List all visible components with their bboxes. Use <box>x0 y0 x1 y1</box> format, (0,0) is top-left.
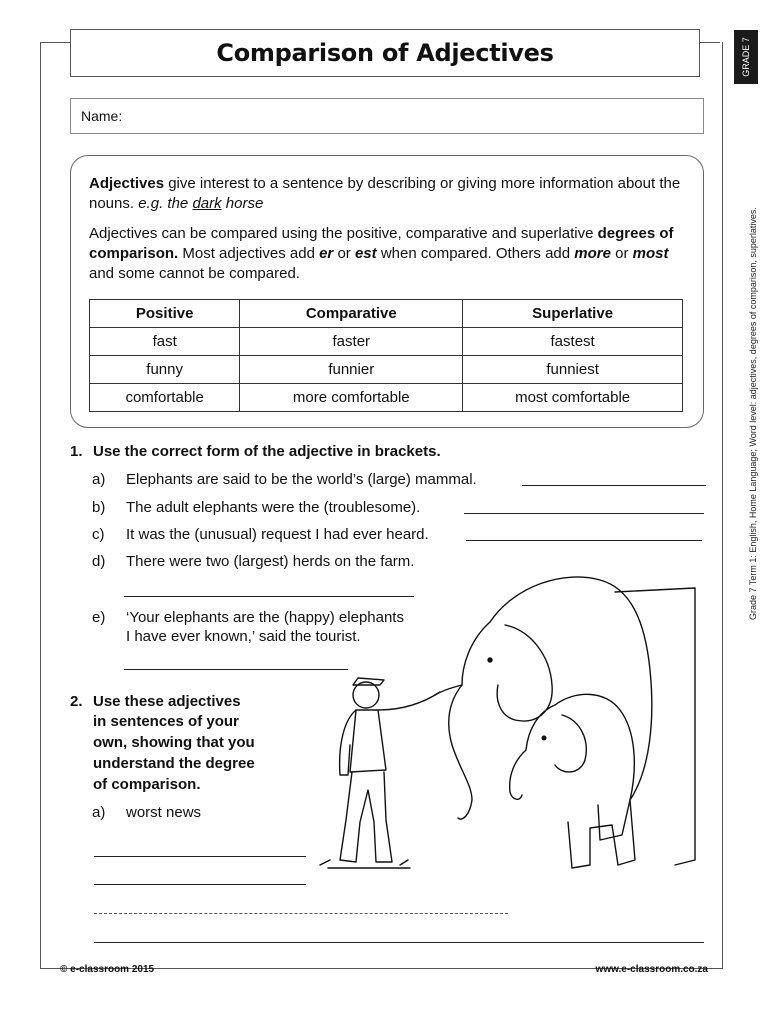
info-text: Adjectives can be compared using the positive, comparative and superlative <box>89 225 598 242</box>
item-letter: e) <box>92 609 106 626</box>
table-cell: funnier <box>240 356 463 384</box>
big-elephant-eye <box>488 658 492 662</box>
header-positive: Positive <box>90 300 240 328</box>
info-paragraph-2 <box>89 224 685 284</box>
side-caption-text: Grade 7 Term 1: English, Home Language; Word level: adjectives, degrees of comparison, superlatives. <box>748 207 758 620</box>
answer-line-2a-4[interactable] <box>94 942 704 943</box>
footer-copyright: © e-classroom 2015 <box>60 964 155 975</box>
item-text: worst news <box>126 804 202 821</box>
info-paragraph-1 <box>89 174 685 214</box>
table-cell: funny <box>90 356 240 384</box>
man-right-arm <box>378 692 440 710</box>
item-text: It was the (unusual) request I had ever heard. <box>126 526 429 543</box>
footer-url[interactable]: www.e-classroom.co.za <box>595 964 708 975</box>
example-prefix: e.g. the <box>138 195 193 212</box>
adjectives-term: Adjectives <box>89 175 165 192</box>
q2-heading-5: of comparison. <box>93 776 201 793</box>
table-header-row <box>90 300 683 328</box>
info-box <box>70 155 704 428</box>
table-cell: most comfortable <box>463 384 683 412</box>
item-text: ‘Your elephants are the (happy) elephants <box>126 609 404 626</box>
q1-heading: Use the correct form of the adjective in brackets. <box>93 443 441 460</box>
elephants-illustration <box>300 560 720 890</box>
table-cell: more comfortable <box>240 384 463 412</box>
man-legs <box>340 772 392 862</box>
answer-line-2a-2[interactable] <box>94 884 306 885</box>
name-field[interactable] <box>70 98 704 134</box>
man-cap <box>353 678 384 685</box>
item-letter: b) <box>92 499 106 516</box>
info-text: Most adjectives add <box>178 245 320 262</box>
info-text: when compared. Others add <box>376 245 575 262</box>
answer-line-c[interactable] <box>466 540 702 541</box>
page-frame-left <box>40 42 41 968</box>
side-caption <box>748 100 764 620</box>
item-letter: c) <box>92 526 105 543</box>
suffix-est: est <box>354 245 377 262</box>
answer-line-2a-1[interactable] <box>94 856 306 857</box>
table-cell: faster <box>240 328 463 356</box>
table-cell: funniest <box>463 356 683 384</box>
table-cell: fast <box>90 328 240 356</box>
table-row <box>90 356 683 384</box>
item-letter: d) <box>92 553 106 570</box>
big-elephant-trunk <box>449 622 490 819</box>
small-elephant-body <box>555 694 635 868</box>
answer-line-a[interactable] <box>522 485 706 486</box>
q2-heading-1: Use these adjectives <box>93 693 241 710</box>
degrees-term: degrees of comparison. <box>89 225 674 262</box>
example-word: dark <box>192 195 222 212</box>
table-cell: fastest <box>463 328 683 356</box>
q1-number: 1. <box>70 443 83 460</box>
word-most: most <box>632 245 669 262</box>
info-text: and some cannot be compared. <box>89 265 300 282</box>
item-text: The adult elephants were the (troublesome). <box>126 499 421 516</box>
word-more: more <box>574 245 611 262</box>
q2-number: 2. <box>70 693 83 710</box>
q2-heading-3: own, showing that you <box>93 734 255 751</box>
example-suffix: horse <box>221 195 264 212</box>
info-text: or <box>610 245 633 262</box>
name-label: Name: <box>81 108 123 124</box>
suffix-er: er <box>319 245 334 262</box>
q2-heading-4: understand the degree <box>93 755 255 772</box>
table-cell: comfortable <box>90 384 240 412</box>
small-elephant-ear <box>555 715 586 772</box>
comparison-table <box>89 299 683 412</box>
item-text: I have ever known,’ said the tourist. <box>126 628 361 645</box>
big-elephant-body <box>490 577 652 840</box>
man-head <box>353 682 379 708</box>
item-letter: a) <box>92 804 106 821</box>
table-row <box>90 384 683 412</box>
grade-tab <box>734 30 758 84</box>
grade-label: GRADE 7 <box>741 37 752 77</box>
table-row <box>90 328 683 356</box>
q2-heading-2: in sentences of your <box>93 713 239 730</box>
info-text: give interest to a sentence by describing or giving more information about the nouns. <box>89 175 681 212</box>
item-letter: a) <box>92 471 106 488</box>
answer-line-b[interactable] <box>464 513 704 514</box>
item-text: Elephants are said to be the world’s (large) mammal. <box>126 471 477 488</box>
header-comparative: Comparative <box>240 300 463 328</box>
title-box <box>70 29 700 77</box>
small-elephant-eye <box>542 736 546 740</box>
item-text: There were two (largest) herds on the farm. <box>126 553 415 570</box>
header-superlative: Superlative <box>463 300 683 328</box>
man-torso <box>350 710 386 772</box>
big-elephant-ear <box>497 625 552 721</box>
info-text: or <box>333 245 355 262</box>
enclosure-wall <box>615 588 695 865</box>
answer-line-2a-3[interactable] <box>94 913 508 914</box>
page-frame-right <box>722 42 723 968</box>
page-title: Comparison of Adjectives <box>216 39 554 67</box>
grass <box>320 860 410 868</box>
